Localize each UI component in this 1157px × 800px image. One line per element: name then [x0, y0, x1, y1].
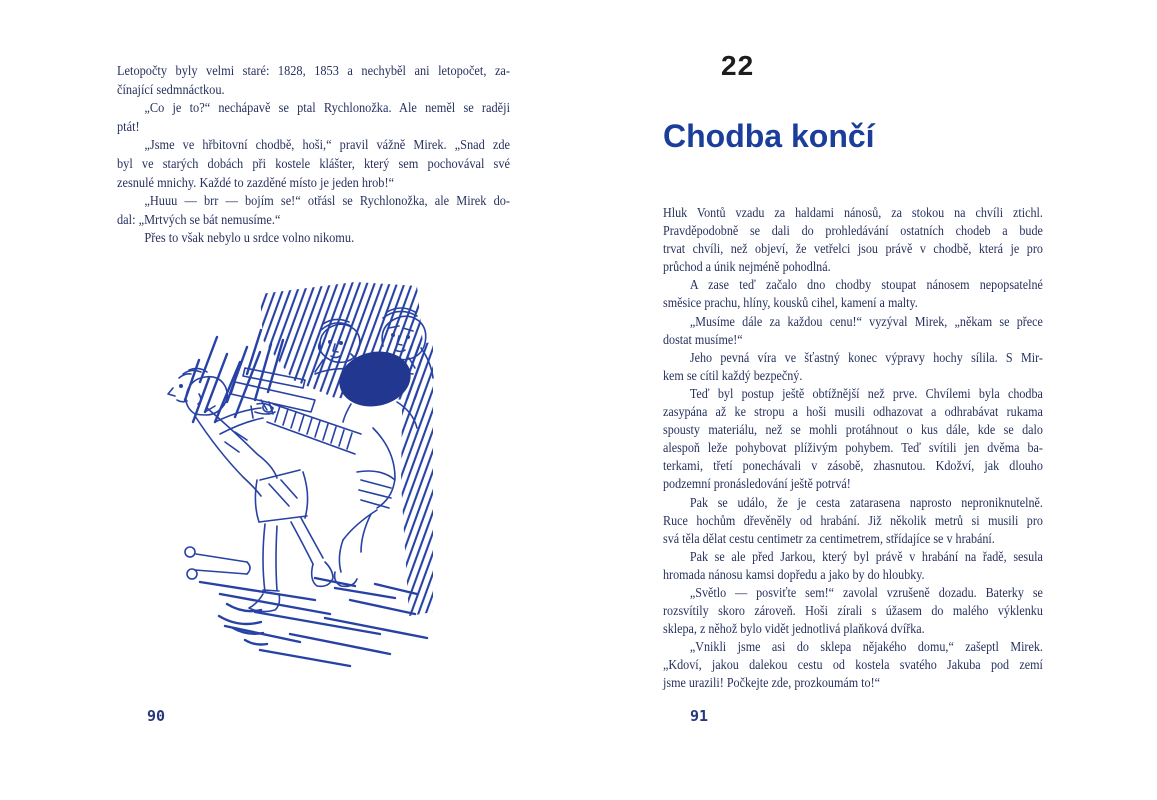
illustration: [165, 282, 435, 672]
text-line: Teď byl postup ještě obtížnější než prve. Chvílemi byla chodba: [689, 385, 1043, 401]
hatch-background: [185, 282, 433, 616]
text-line: byl ve starých dobách při kostele klášter, který sem pochovával své: [117, 155, 511, 171]
text-line: rozsvítily skoro zároveň. Hoši zírali s úžasem do malého výklenku: [663, 603, 1043, 619]
text-line: zesnulé mnichy. Každé to zazděné místo je jeden hrob!“: [117, 174, 395, 190]
page-number-left: 90: [147, 707, 166, 725]
boy-crouching: [335, 428, 395, 586]
text-line: svá těla dělat cestu centimetr za centimetrem, střídajíce se v hrabání.: [663, 530, 995, 546]
text-line: Pak se událo, že je cesta zatarasena naprosto neproniknutelně.: [689, 494, 1043, 510]
text-line: kem se cítil každý bezpečný.: [663, 367, 803, 383]
right-page-text-block: [663, 204, 1043, 693]
text-line: „Musíme dále za každou cenu!“ vyzýval Mirek, „někam se přece: [689, 313, 1043, 329]
text-line: „Kdoví, jakou dalekou cestu od kostela svatého Jakuba pod zemí: [663, 657, 1043, 673]
text-line: směsice prachu, hlíny, kousků cihel, kamení a malty.: [663, 295, 918, 311]
text-line: „Jsme ve hřbitovní chodbě, hoši,“ pravil vážně Mirek. „Snad zde: [144, 137, 511, 153]
text-line: Pak se ale před Jarkou, který byl právě v hrabání na řadě, sesula: [689, 548, 1043, 564]
text-line: „Co je to?“ nechápavě se ptal Rychlonožka. Ale neměl se raději: [144, 100, 511, 116]
text-line: zasypána až ke stropu a hoši musili odhazovat a odhrabávat rukama: [663, 404, 1043, 420]
text-line: Ruce hochům dřevěněly od hrabání. Již několik metrů si musili pro: [663, 512, 1043, 528]
ground-strokes: [200, 578, 427, 666]
text-line: čínající sedmnáctkou.: [117, 81, 225, 97]
text-line: ptát!: [117, 118, 140, 134]
text-line: podzemní pronásledování ještě potrvá!: [663, 476, 851, 492]
text-line: „Huuu — brr — bojím se!“ otřásl se Rychlonožka, ale Mirek do-: [144, 193, 511, 209]
text-line: dal: „Mrtvých se bát nemusíme.“: [117, 211, 281, 227]
boy-leaning: [168, 368, 333, 611]
text-line: Přes to však nebylo u srdce volno nikomu.: [144, 230, 355, 246]
text-line: jsme urazili! Počkejte zde, prozkoumám to!“: [663, 675, 880, 691]
text-line: „Vnikli jsme asi do sklepa nějakého domu,“ zašeptl Mirek.: [689, 639, 1043, 655]
text-line: A zase teď začalo dno chodby stoupat nánosem nepopsatelné: [689, 277, 1043, 293]
text-line: průchod a únik nejméně pohodlná.: [663, 259, 831, 275]
chapter-number: 22: [721, 50, 755, 81]
text-line: Letopočty byly velmi staré: 1828, 1853 a nechyběl ani letopočet, za-: [117, 63, 511, 78]
bone: [185, 547, 250, 579]
text-line: trvat chvíli, než objeví, že vetřelci jsou právě v chodbě, která je pro: [663, 241, 1043, 257]
left-page-text-block: [117, 62, 510, 248]
text-line: Hluk Vontů vzadu za haldami nánosů, za stokou na chvíli ztichl.: [663, 205, 1043, 220]
text-line: hromada nánosu kamsi dopředu a jako by do hloubky.: [663, 566, 925, 582]
text-line: alespoň leže pohybovat plíživým pohybem. Teď svítili jen dvěma ba-: [663, 440, 1043, 456]
chapter-title: Chodba končí: [663, 118, 875, 154]
text-line: terkami, třetí ponechávali v zásobě, zhasnutou. Kdožví, jak dlouho: [663, 458, 1043, 474]
text-line: sklepa, z něhož bylo vidět jednotlivá plaňková dvířka.: [663, 621, 925, 637]
text-line: dostat musíme!“: [663, 331, 743, 347]
text-line: Jeho pevná víra ve šťastný konec výpravy hochy sílila. S Mir-: [689, 349, 1043, 365]
text-line: Pravděpodobně se dali do prohledávání ostatních chodeb a bude: [663, 223, 1043, 239]
text-line: „Světlo — posviťte sem!“ zavolal vzrušeně dozadu. Baterky se: [689, 584, 1043, 600]
text-line: spousty materiálu, než se mohli protáhnout o kus dále, kde se dalo: [663, 422, 1043, 438]
page-number-right: 91: [690, 707, 709, 725]
